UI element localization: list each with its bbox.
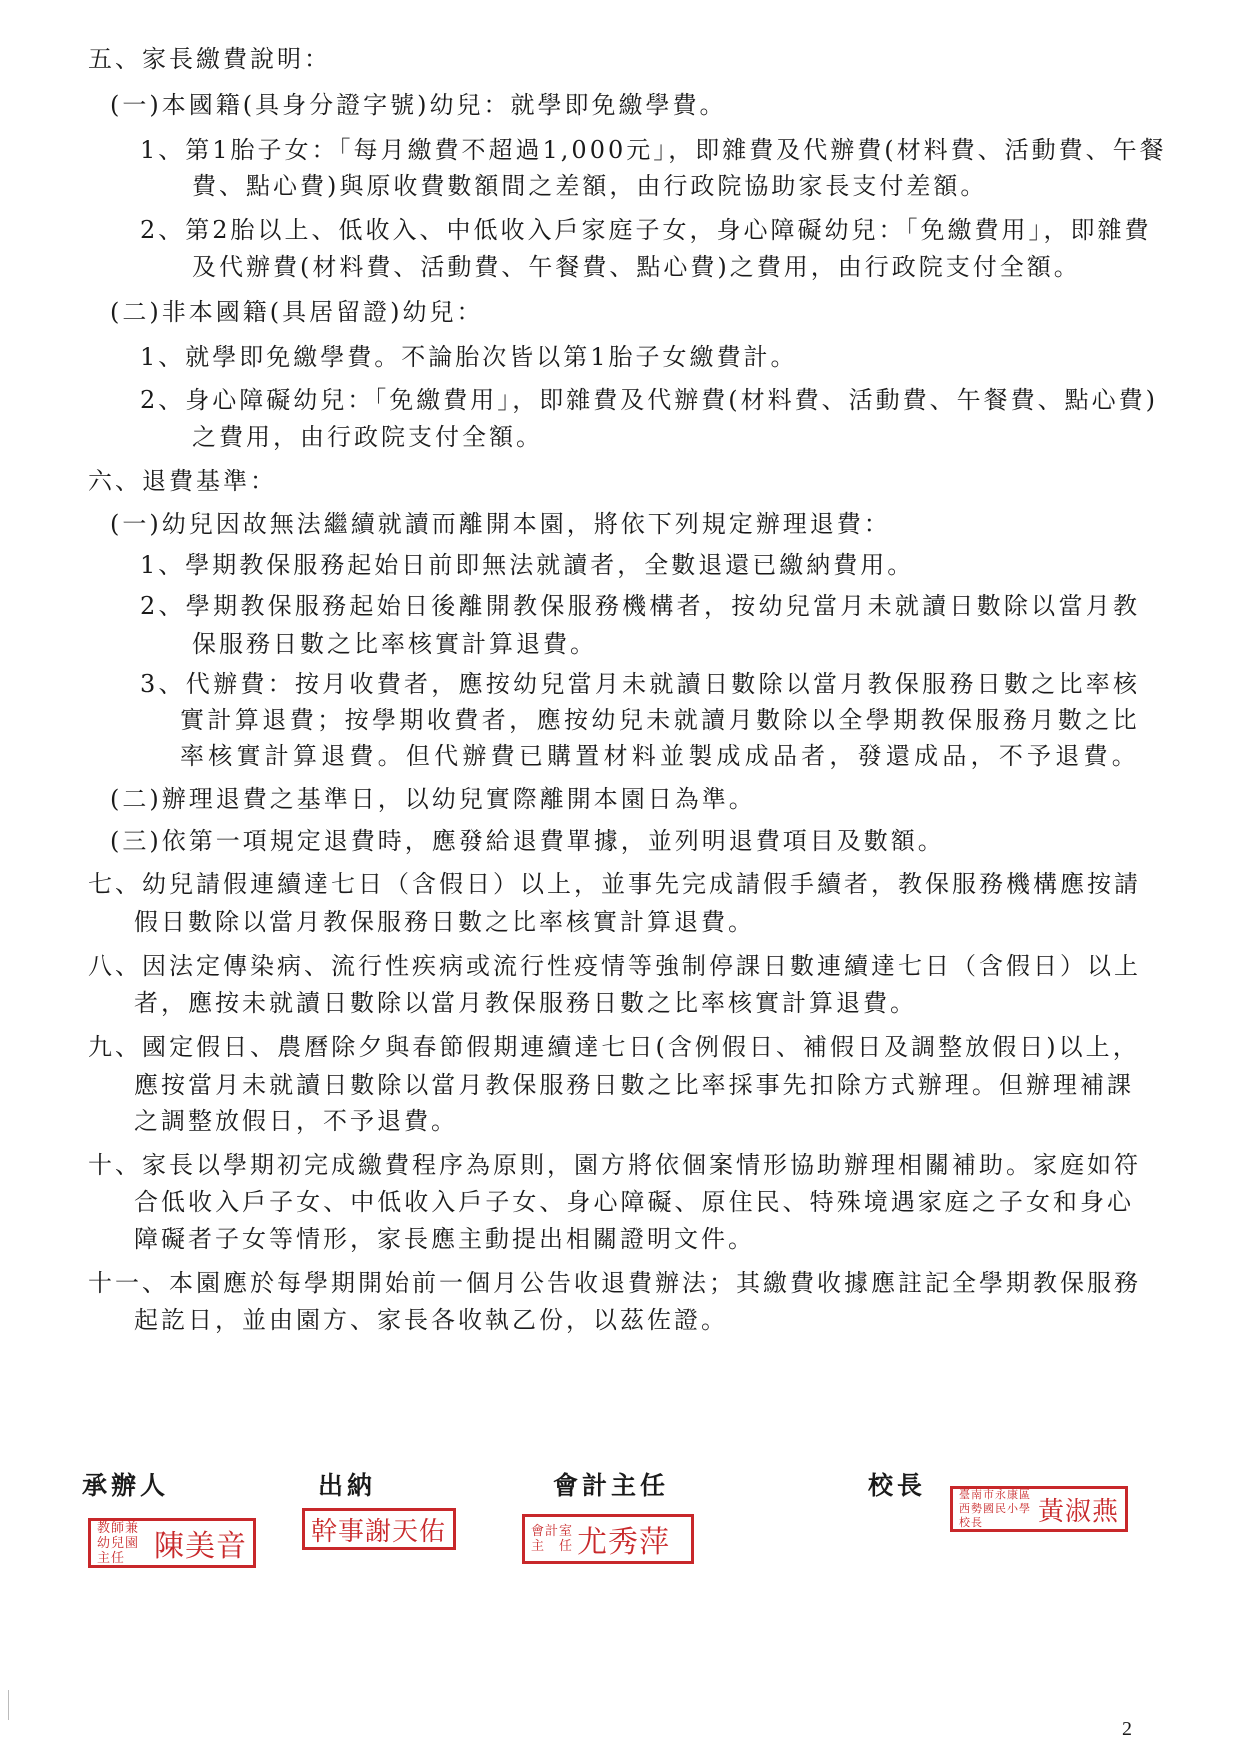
accounting-head-seal: 會計室 主 任 尤秀萍 <box>522 1514 694 1564</box>
text-line: (一)本國籍(具身分證字號)幼兒：就學即免繳學費。 <box>110 91 727 119</box>
text-line: 七、幼兒請假連續達七日（含假日）以上，並事先完成請假手續者，教保服務機構應按請 <box>88 870 1141 898</box>
text-line: 之調整放假日，不予退費。 <box>134 1107 458 1135</box>
text-line: 實計算退費；按學期收費者，應按幼兒未就讀月數除以全學期教保服務月數之比 <box>180 706 1140 734</box>
text-line: (二)非本國籍(具居留證)幼兒： <box>110 298 484 326</box>
text-line: 起訖日，並由園方、家長各收執乙份，以茲佐證。 <box>134 1306 728 1334</box>
text-line: 2、身心障礙幼兒：「免繳費用」，即雜費及代辦費(材料費、活動費、午餐費、點心費) <box>140 386 1158 414</box>
principal-label: 校長 <box>868 1471 927 1500</box>
text-line: 2、第2胎以上、低收入、中低收入戶家庭子女，身心障礙幼兒：「免繳費用」，即雜費 <box>140 216 1152 244</box>
text-line: 十一、本園應於每學期開始前一個月公告收退費辦法；其繳費收據應註記全學期教保服務 <box>88 1269 1141 1297</box>
text-line: 1、就學即免繳學費。不論胎次皆以第1胎子女繳費計。 <box>140 343 798 371</box>
text-line: 及代辦費(材料費、活動費、午餐費、點心費)之費用，由行政院支付全額。 <box>192 253 1081 281</box>
signature-block <box>0 1462 1240 1582</box>
cashier-seal: 幹事謝天佑 <box>302 1508 456 1550</box>
text-line: 者，應按未就讀日數除以當月教保服務日數之比率核實計算退費。 <box>134 989 917 1017</box>
text-line: 假日數除以當月教保服務日數之比率核實計算退費。 <box>134 908 755 936</box>
text-line: 合低收入戶子女、中低收入戶子女、身心障礙、原住民、特殊境遇家庭之子女和身心 <box>134 1188 1134 1216</box>
handler-label: 承辦人 <box>82 1471 170 1500</box>
scan-edge-mark <box>8 1690 19 1720</box>
accounting-head-label: 會計主任 <box>553 1471 670 1500</box>
text-line: 障礙者子女等情形，家長應主動提出相關證明文件。 <box>134 1225 755 1253</box>
text-line: 應按當月未就讀日數除以當月教保服務日數之比率採事先扣除方式辦理。但辦理補課 <box>134 1071 1134 1099</box>
text-line: 之費用，由行政院支付全額。 <box>192 423 543 451</box>
text-line: 率核實計算退費。但代辦費已購置材料並製成成品者，發還成品，不予退費。 <box>180 742 1140 770</box>
cashier-label: 出納 <box>318 1471 377 1500</box>
text-line: 1、第1胎子女：「每月繳費不超過1,000元」，即雜費及代辦費(材料費、活動費、午餐 <box>140 136 1167 164</box>
text-line: 保服務日數之比率核實計算退費。 <box>192 630 597 658</box>
text-line: 2、學期教保服務起始日後離開教保服務機構者，按幼兒當月未就讀日數除以當月教 <box>140 592 1141 620</box>
text-line: 1、學期教保服務起始日前即無法就讀者，全數退還已繳納費用。 <box>140 551 915 579</box>
handler-seal: 教師兼 幼兒園主任 陳美音 <box>88 1518 256 1568</box>
text-line: (三)依第一項規定退費時，應發給退費單據，並列明退費項目及數額。 <box>110 827 945 855</box>
text-line: 五、家長繳費說明： <box>88 45 331 73</box>
page-number: 2 <box>1122 1718 1132 1740</box>
text-line: 費、點心費)與原收費數額間之差額，由行政院協助家長支付差額。 <box>192 172 988 200</box>
text-line: 九、國定假日、農曆除夕與春節假期連續達七日(含例假日、補假日及調整放假日)以上， <box>88 1033 1140 1061</box>
text-line: 六、退費基準： <box>88 467 277 495</box>
text-line: 3、代辦費：按月收費者，應按幼兒當月未就讀日數除以當月教保服務日數之比率核 <box>140 670 1141 698</box>
text-line: (二)辦理退費之基準日，以幼兒實際離開本園日為準。 <box>110 785 756 813</box>
text-line: 十、家長以學期初完成繳費程序為原則，園方將依個案情形協助辦理相關補助。家庭如符 <box>88 1151 1141 1179</box>
text-line: (一)幼兒因故無法繼續就讀而離開本園，將依下列規定辦理退費： <box>110 510 891 538</box>
text-line: 八、因法定傳染病、流行性疾病或流行性疫情等強制停課日數連續達七日（含假日）以上 <box>88 952 1141 980</box>
principal-seal: 臺南市永康區 西勢國民小學校長 黃淑燕 <box>950 1486 1128 1532</box>
